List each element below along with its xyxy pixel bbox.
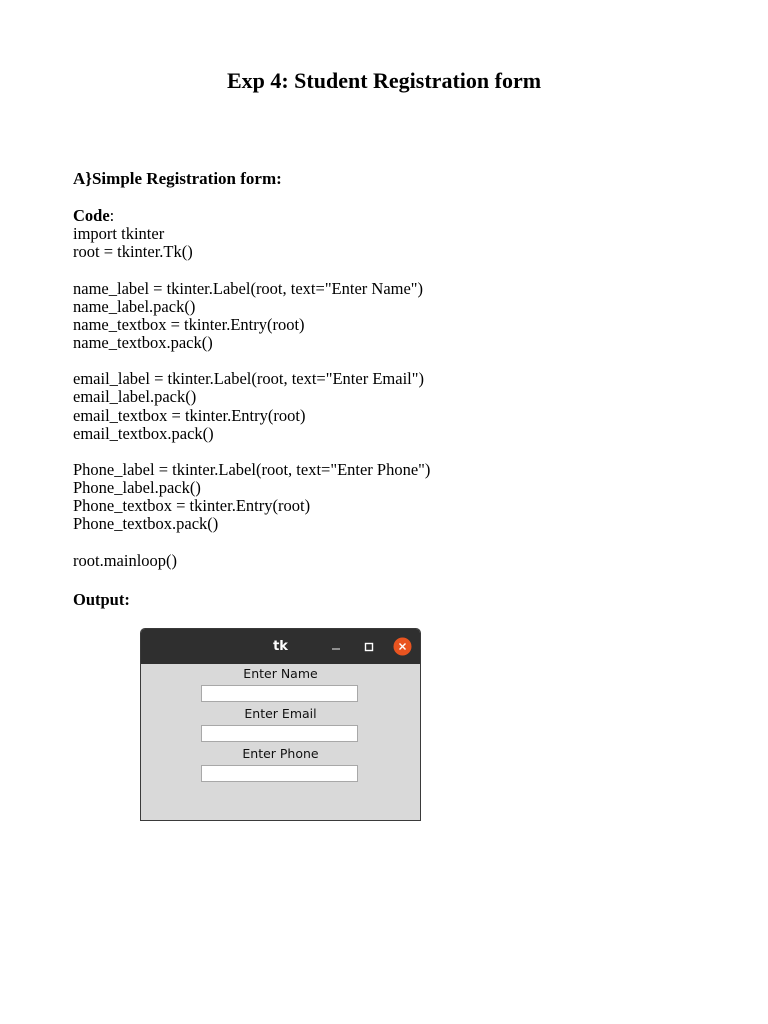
code-line: Phone_label.pack() (73, 478, 201, 498)
tk-window-title: tk (273, 639, 288, 654)
code-block (73, 207, 430, 570)
code-heading: Code (73, 206, 110, 225)
code-line (73, 261, 430, 279)
phone-field[interactable] (201, 765, 358, 782)
code-line: root.mainloop() (73, 550, 178, 570)
code-line: name_label.pack() (73, 296, 196, 316)
phone-label: Enter Phone (242, 746, 319, 761)
section-heading: A}Simple Registration form: (73, 169, 282, 188)
code-line: email_label.pack() (73, 387, 197, 407)
code-line (73, 352, 430, 370)
code-line (73, 443, 430, 461)
code-line: name_textbox.pack() (73, 332, 213, 352)
code-line: name_textbox = tkinter.Entry(root) (73, 314, 305, 334)
email-label: Enter Email (244, 706, 317, 721)
email-field[interactable] (201, 725, 358, 742)
tk-titlebar[interactable] (141, 629, 420, 664)
code-line: Phone_textbox.pack() (73, 514, 219, 534)
code-line: Phone_label = tkinter.Label(root, text="Enter Phone") (73, 459, 431, 479)
maximize-icon[interactable] (362, 640, 376, 654)
page-title: Exp 4: Student Registration form (226, 68, 542, 93)
output-heading: Output: (73, 590, 130, 609)
code-line: email_label = tkinter.Label(root, text="Enter Email") (73, 369, 424, 389)
tk-window-body (141, 664, 420, 820)
code-line: root = tkinter.Tk() (73, 242, 193, 262)
tk-window (140, 628, 421, 821)
code-line: name_label = tkinter.Label(root, text="Enter Name") (73, 278, 424, 298)
code-heading-line (73, 207, 430, 225)
code-line: email_textbox = tkinter.Entry(root) (73, 405, 306, 425)
code-line: Phone_textbox = tkinter.Entry(root) (73, 496, 311, 516)
code-line: import tkinter (73, 224, 165, 244)
minimize-icon[interactable] (329, 640, 343, 654)
code-heading-suffix: : (109, 206, 115, 225)
close-icon[interactable] (393, 637, 412, 656)
code-line: email_textbox.pack() (73, 423, 214, 443)
name-label: Enter Name (243, 666, 318, 681)
code-line (73, 534, 430, 552)
name-field[interactable] (201, 685, 358, 702)
